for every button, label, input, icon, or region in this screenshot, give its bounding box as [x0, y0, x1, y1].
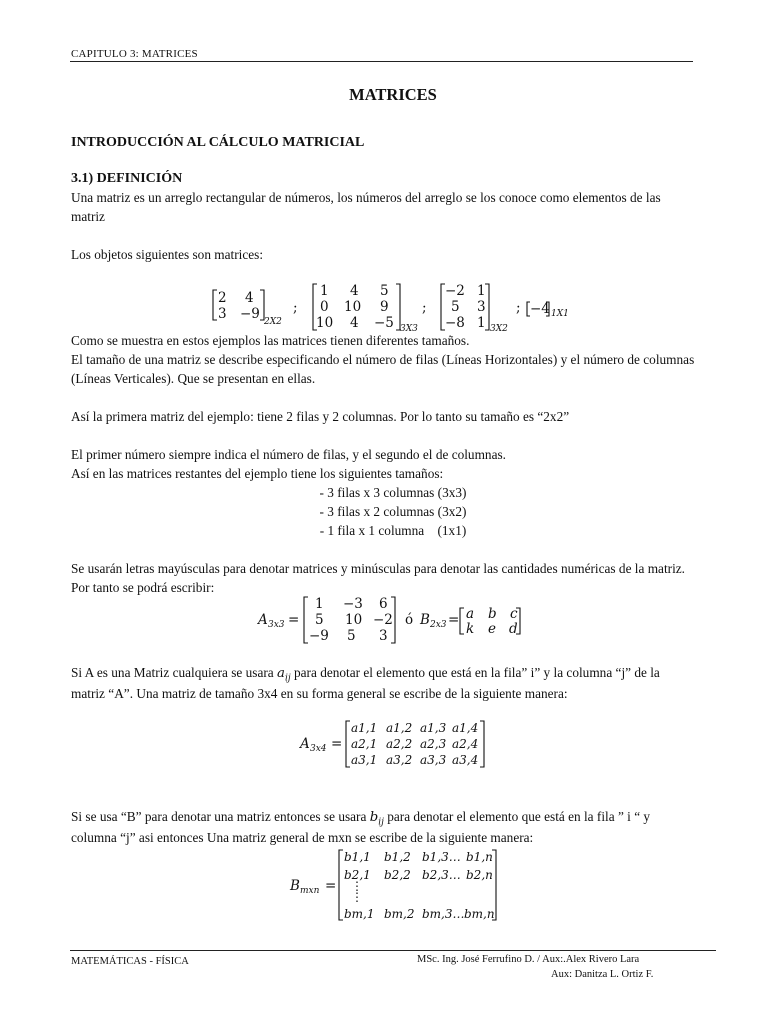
separator-3: ; [516, 300, 521, 316]
general-b-r2c1: bm,2 [384, 907, 415, 921]
m1-r1c1: −9 [240, 306, 260, 322]
m1-r1c0: 3 [218, 306, 227, 322]
general-b-r0c1: b1,2 [384, 850, 411, 864]
sizes-list-item: - 1 fila x 1 columna (1x1) [319, 523, 467, 538]
m2-r1c0: 0 [320, 299, 329, 315]
sizes-list-item: - 3 filas x 2 columnas (3x2) [319, 504, 467, 519]
paragraph-notation-line1: Se usarán letras mayúsculas para denotar matrices y minúsculas para denotar las cantidades numéricas de la matriz. [71, 561, 686, 576]
svg-text:=: = [288, 612, 300, 628]
svg-text:=: = [448, 612, 460, 628]
svg-text:=: = [331, 736, 343, 752]
eq-b-sub: 2x3 [430, 620, 447, 630]
separator-2: ; [422, 300, 427, 316]
general-a-r0c0: a1,1 [351, 721, 378, 735]
m3-size: 3X2 [490, 324, 508, 334]
paragraph-notation-line2: Por tanto se podrá escribir: [71, 580, 215, 595]
eq-a-name: A [258, 612, 268, 628]
eq-a-sub: 3x3 [268, 620, 285, 630]
m1-r0c0: 2 [218, 290, 227, 306]
general-a-sub: 3x4 [310, 744, 327, 754]
m2-r2c2: −5 [374, 315, 394, 331]
svg-text:⋮: ⋮ [351, 879, 363, 893]
eq-b-r0c0: a [466, 606, 475, 622]
eq-a-r0c2: 6 [379, 596, 388, 612]
m2-r1c2: 9 [380, 299, 389, 315]
m2-r0c2: 5 [380, 283, 389, 299]
general-a-name: A [300, 736, 310, 752]
general-b-name: B [290, 878, 300, 894]
m3-r2c1: 1 [477, 315, 486, 331]
section-heading-definition: 3.1) DEFINICIÓN [71, 171, 183, 186]
m3-r0c0: −2 [445, 283, 465, 299]
general-a-r2c1: a3,2 [386, 753, 413, 767]
m2-r0c1: 4 [350, 283, 359, 299]
general-b-r0c2: b1,3… [422, 850, 461, 864]
svg-text:=: = [325, 878, 337, 894]
m2-r2c0: 10 [316, 315, 334, 331]
aij-subscript: ij [284, 673, 291, 684]
equation-a-b [255, 594, 545, 646]
aij-symbol [277, 666, 291, 684]
general-b-r0c3: b1,n [466, 850, 493, 864]
general-a-r2c2: a3,3 [420, 753, 447, 767]
paragraph-aij-text-b: para denotar el elemento que está en la fila” i” y la columna “j” de la [293, 665, 660, 680]
vertical-ellipsis-icon [351, 879, 363, 904]
general-a-r0c2: a1,3 [420, 721, 447, 735]
eq-connector: ó [405, 612, 414, 628]
paragraph-bij-text-b: para denotar el elemento que está en la fila ” i “ y [387, 809, 651, 824]
m4-r0c0: −4 [530, 301, 550, 317]
paragraph-sizes: Como se muestra en estos ejemplos las matrices tienen diferentes tamaños. [71, 333, 470, 348]
m3-r1c1: 3 [477, 299, 486, 315]
footer-assistant: Aux: Danitza L. Ortiz F. [551, 969, 654, 980]
m4-size: 1X1 [551, 309, 569, 319]
paragraph-examples-intro: Los objetos siguientes son matrices: [71, 247, 264, 262]
general-matrix-a [298, 718, 498, 770]
paragraph-rows-first-line2: Así en las matrices restantes del ejemplo tiene los siguientes tamaños: [71, 466, 444, 481]
sizes-list-item: - 3 filas x 3 columnas (3x3) [319, 485, 467, 500]
paragraph-aij-line2: matriz “A”. Una matriz de tamaño 3x4 en su forma general se escribe de la siguiente manera: [71, 686, 568, 701]
general-a-r0c3: a1,4 [452, 721, 479, 735]
bij-subscript: ij [378, 817, 384, 828]
m1-r0c1: 4 [245, 290, 254, 306]
m2-r0c0: 1 [320, 283, 329, 299]
general-b-r0c0: b1,1 [344, 850, 371, 864]
general-b-r1c0: b2,1 [344, 868, 371, 882]
eq-a-r1c1: 10 [345, 612, 363, 628]
eq-b-r1c2: d [509, 621, 518, 637]
general-b-r1c2: b2,3… [422, 868, 461, 882]
general-b-r2c3: bm,n [464, 907, 495, 921]
general-a-r1c2: a2,3 [420, 737, 447, 751]
svg-text:⋮: ⋮ [351, 890, 363, 904]
eq-a-r1c0: 5 [315, 612, 324, 628]
paragraph-size-description-line2: (Líneas Verticales). Que se presentan en ellas. [71, 371, 316, 386]
general-b-sub: mxn [300, 886, 320, 896]
paragraph-definition-line2: matriz [71, 209, 105, 224]
m2-r2c1: 4 [350, 315, 359, 331]
footer-rule [70, 950, 716, 951]
general-a-r1c0: a2,1 [351, 737, 378, 751]
paragraph-bij-text-a: Si se usa “B” para denotar una matriz entonces se usara [71, 809, 367, 824]
chapter-header: CAPITULO 3: MATRICES [71, 48, 198, 60]
footer-subject: MATEMÁTICAS - FÍSICA [71, 956, 189, 967]
paragraph-aij-text-a: Si A es una Matriz cualquiera se usara [71, 665, 274, 680]
paragraph-size-description-line1: El tamaño de una matriz se describe especificando el número de filas (Líneas Horizontales) y el número de columnas [71, 352, 695, 367]
general-a-r0c1: a1,2 [386, 721, 413, 735]
m3-r1c0: 5 [451, 299, 460, 315]
general-b-r2c2: bm,3… [422, 907, 465, 921]
general-a-r2c0: a3,1 [351, 753, 378, 767]
footer-authors: MSc. Ing. José Ferrufino D. / Aux:.Alex Rivero Lara [417, 954, 640, 965]
page-title: MATRICES [349, 85, 437, 104]
general-matrix-b [288, 846, 508, 924]
general-b-r2c0: bm,1 [344, 907, 375, 921]
m3-r0c1: 1 [477, 283, 486, 299]
eq-a-r2c2: 3 [379, 628, 388, 644]
aij-letter: a [277, 666, 285, 681]
paragraph-definition-line1: Una matriz es un arreglo rectangular de números, los números del arreglo se los conoce como elementos de las [71, 190, 661, 205]
m2-size: 3X3 [400, 324, 418, 334]
eq-b-name: B [420, 612, 430, 628]
bij-letter: b [369, 810, 379, 825]
separator-1: ; [293, 300, 298, 316]
example-matrices [200, 280, 600, 336]
general-a-r2c3: a3,4 [452, 753, 479, 767]
paragraph-rows-first-line1: El primer número siempre indica el número de filas, y el segundo el de columnas. [71, 447, 506, 462]
eq-a-r2c0: −9 [309, 628, 329, 644]
header-rule [70, 61, 693, 62]
eq-b-r1c0: k [466, 621, 475, 637]
eq-a-r1c2: −2 [373, 612, 393, 628]
m2-r1c1: 10 [344, 299, 362, 315]
m3-r2c0: −8 [445, 315, 465, 331]
section-heading-intro: INTRODUCCIÓN AL CÁLCULO MATRICIAL [71, 135, 365, 150]
eq-b-r0c1: b [488, 606, 497, 622]
paragraph-first-example: Así la primera matriz del ejemplo: tiene 2 filas y 2 columnas. Por lo tanto su tamaño es “2x2” [71, 409, 570, 424]
bij-symbol [369, 810, 384, 828]
general-b-r1c3: b2,n [466, 868, 493, 882]
eq-a-r2c1: 5 [347, 628, 356, 644]
general-b-r1c1: b2,2 [384, 868, 411, 882]
eq-a-r0c1: −3 [343, 596, 363, 612]
general-a-r1c1: a2,2 [386, 737, 413, 751]
eq-b-r1c1: e [488, 621, 496, 637]
eq-a-r0c0: 1 [315, 596, 324, 612]
eq-b-r0c2: c [510, 606, 518, 622]
general-a-r1c3: a2,4 [452, 737, 479, 751]
paragraph-bij-line2: columna “j” asi entonces Una matriz general de mxn se escribe de la siguiente manera: [71, 830, 534, 845]
m1-size: 2X2 [264, 317, 282, 327]
